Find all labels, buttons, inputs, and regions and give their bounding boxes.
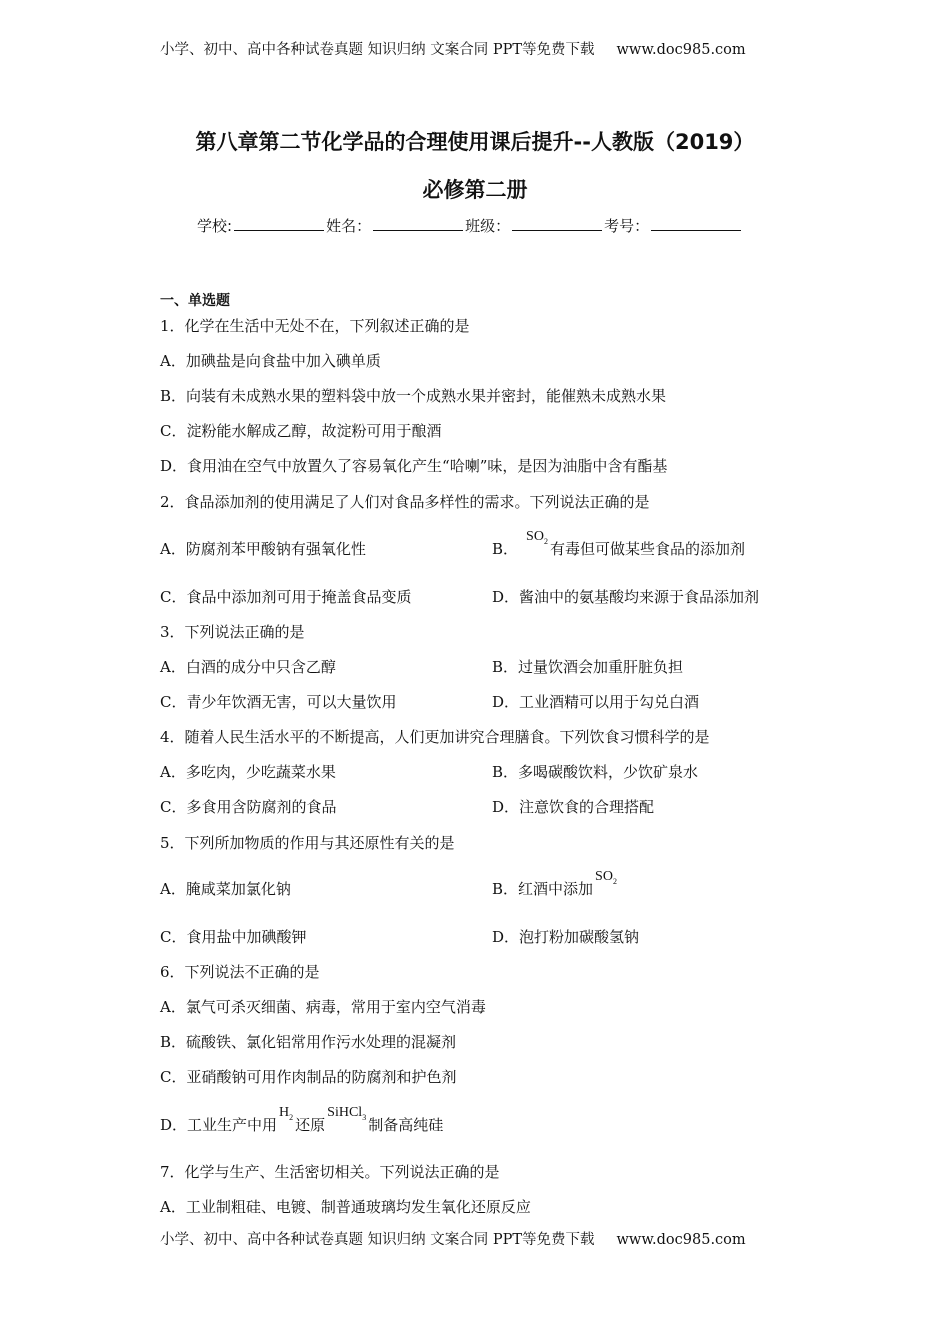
option: B．多喝碳酸饮料，少饮矿泉水 bbox=[492, 763, 699, 781]
option: A．工业制粗硅、电镀、制普通玻璃均发生氧化还原反应 bbox=[160, 1198, 531, 1216]
option: D．注意饮食的合理搭配 bbox=[492, 798, 655, 816]
formula-so2: $SO_2$ bbox=[595, 869, 617, 886]
option: C．淀粉能水解成乙醇，故淀粉可用于酿酒 bbox=[160, 422, 442, 440]
option bbox=[492, 869, 619, 906]
formula-h2: $H_2$ bbox=[279, 1105, 294, 1122]
formula-sihcl3: SiHCl$_3$ bbox=[327, 1105, 367, 1122]
page-header bbox=[160, 40, 746, 60]
field-school-label: 学校: bbox=[197, 217, 233, 235]
question-stem: 3．下列说法正确的是 bbox=[160, 623, 305, 641]
field-number-label: 考号： bbox=[604, 217, 650, 235]
school-blank[interactable] bbox=[234, 216, 324, 231]
option-label: D．工业生产中用 bbox=[160, 1116, 278, 1134]
option: C．多食用含防腐剂的食品 bbox=[160, 798, 337, 816]
option: C．食品中添加剂可用于掩盖食品变质 bbox=[160, 588, 412, 606]
field-name-label: 姓名： bbox=[326, 217, 372, 235]
option-text: 制备高纯硅 bbox=[368, 1116, 444, 1134]
option: D．泡打粉加碳酸氢钠 bbox=[492, 928, 640, 946]
field-class-label: 班级： bbox=[465, 217, 511, 235]
option: A．腌咸菜加氯化钠 bbox=[160, 880, 291, 898]
option bbox=[160, 1105, 444, 1142]
footer-site: www.doc985.com bbox=[616, 1232, 746, 1248]
option: C．食用盐中加碘酸钾 bbox=[160, 928, 307, 946]
option-label: B．红酒中添加 bbox=[492, 880, 594, 898]
option: A．加碘盐是向食盐中加入碘单质 bbox=[160, 352, 381, 370]
question-stem: 6．下列说法不正确的是 bbox=[160, 963, 320, 981]
option-text: 还原 bbox=[295, 1116, 326, 1134]
option: B．硫酸铁、氯化铝常用作污水处理的混凝剂 bbox=[160, 1033, 457, 1051]
section-heading: 一、单选题 bbox=[160, 293, 230, 309]
option: D．食用油在空气中放置久了容易氧化产生“哈喇”味，是因为油脂中含有酯基 bbox=[160, 457, 668, 475]
question-stem: 2．食品添加剂的使用满足了人们对食品多样性的需求。下列说法正确的是 bbox=[160, 493, 650, 511]
question-stem: 4．随着人民生活水平的不断提高，人们更加讲究合理膳食。下列饮食习惯科学的是 bbox=[160, 728, 710, 746]
number-blank[interactable] bbox=[651, 216, 741, 231]
option: D．工业酒精可以用于勾兑白酒 bbox=[492, 693, 700, 711]
option: A．多吃肉，少吃蔬菜水果 bbox=[160, 763, 336, 781]
page-footer bbox=[160, 1230, 746, 1250]
class-blank[interactable] bbox=[512, 216, 602, 231]
option: C．青少年饮酒无害，可以大量饮用 bbox=[160, 693, 397, 711]
question-stem: 5．下列所加物质的作用与其还原性有关的是 bbox=[160, 834, 455, 852]
formula-so2: $SO_2$ bbox=[526, 529, 548, 546]
option: A．防腐剂苯甲酸钠有强氧化性 bbox=[160, 540, 366, 558]
option: A．白酒的成分中只含乙醇 bbox=[160, 658, 336, 676]
name-blank[interactable] bbox=[373, 216, 463, 231]
option-text: 有毒但可做某些食品的添加剂 bbox=[549, 540, 745, 558]
doc-title: 第八章第二节化学品的合理使用课后提升--人教版（2019） bbox=[195, 130, 755, 154]
option-label: B． bbox=[492, 540, 519, 558]
option: A．氯气可杀灭细菌、病毒，常用于室内空气消毒 bbox=[160, 998, 486, 1016]
option: C．亚硝酸钠可用作肉制品的防腐剂和护色剂 bbox=[160, 1068, 457, 1086]
header-site: www.doc985.com bbox=[616, 42, 746, 58]
option: B．向装有未成熟水果的塑料袋中放一个成熟水果并密封，能催熟未成熟水果 bbox=[160, 387, 667, 405]
question-stem: 1．化学在生活中无处不在，下列叙述正确的是 bbox=[160, 317, 470, 335]
option bbox=[492, 529, 745, 566]
footer-text: 小学、初中、高中各种试卷真题 知识归纳 文案合同 PPT等免费下载 bbox=[160, 1232, 595, 1248]
option: D．酱油中的氨基酸均来源于食品添加剂 bbox=[492, 588, 760, 606]
doc-subtitle: 必修第二册 bbox=[422, 178, 528, 202]
header-text: 小学、初中、高中各种试卷真题 知识归纳 文案合同 PPT等免费下载 bbox=[160, 42, 595, 58]
question-stem: 7．化学与生产、生活密切相关。下列说法正确的是 bbox=[160, 1163, 500, 1181]
student-info-fields bbox=[197, 216, 743, 236]
option: B．过量饮酒会加重肝脏负担 bbox=[492, 658, 684, 676]
